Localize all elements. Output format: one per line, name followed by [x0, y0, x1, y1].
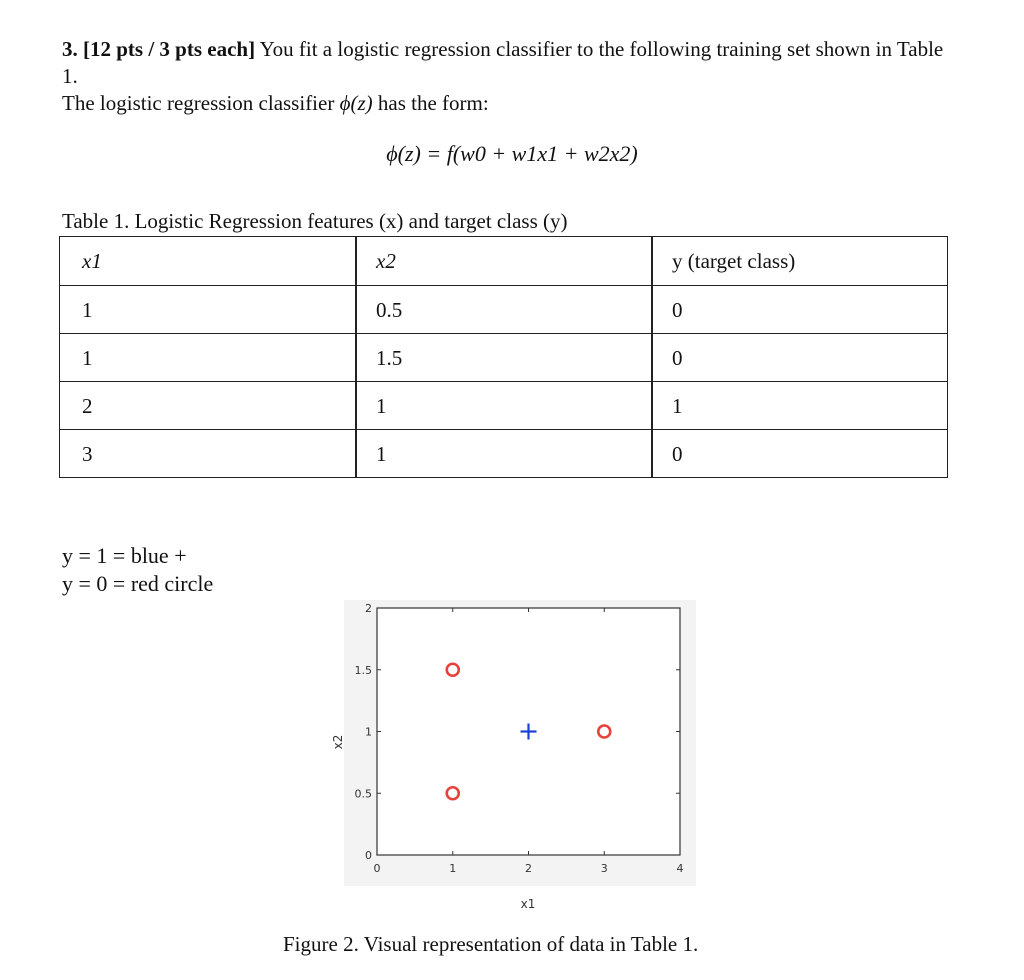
cell-x1: 3: [82, 442, 93, 466]
table-row: [60, 381, 947, 429]
y-tick-label: 0: [365, 849, 372, 862]
table-row: [60, 429, 947, 477]
scatter-plot: [320, 596, 710, 926]
x-tick-label: 3: [600, 862, 608, 875]
question-line2: The logistic regression classifier: [62, 91, 340, 115]
legend: [62, 542, 213, 598]
table-header-row: [60, 237, 947, 285]
header-y: y (target class): [672, 249, 796, 273]
cell-x2: 0.5: [376, 298, 403, 322]
legend-blue-plus: y = 1 = blue +: [62, 543, 187, 568]
y-tick-label: 1.5: [354, 663, 372, 677]
figure-caption: Figure 2. Visual representation of data in Table 1.: [283, 932, 699, 956]
header-x1: x1: [82, 249, 102, 273]
cell-y: 1: [672, 394, 683, 418]
question-points: [12 pts / 3 pts each]: [83, 37, 256, 61]
y-tick-label: 1: [365, 725, 372, 739]
x-axis-label: x1: [520, 897, 536, 911]
cell-y: 0: [672, 442, 683, 466]
cell-x2: 1.5: [376, 346, 403, 370]
logistic-formula: ϕ(z) = f(w0 + w1x1 + w2x2): [386, 141, 638, 166]
table-row: [60, 333, 947, 381]
question-number: 3.: [62, 37, 78, 61]
cell-y: 0: [672, 346, 683, 370]
legend-red-circle: y = 0 = red circle: [62, 571, 214, 596]
cell-x2: 1: [376, 442, 387, 466]
cell-x1: 1: [82, 346, 93, 370]
y-tick-label: 0.5: [354, 787, 372, 801]
y-axis-label: x2: [331, 734, 345, 750]
header-x2: x2: [376, 249, 396, 273]
table-caption: Table 1. Logistic Regression features (x) and target class (y): [62, 209, 568, 233]
question-body: You fit a logistic regression classifier to the following training set shown in Table 1.: [62, 37, 944, 88]
cell-y: 0: [672, 298, 683, 322]
data-table: [59, 236, 948, 478]
y-tick-label: 2: [365, 602, 372, 615]
cell-x2: 1: [376, 394, 387, 418]
x-tick-label: 2: [525, 862, 532, 875]
x-tick-label: 1: [449, 862, 457, 875]
x-tick-label: 4: [676, 862, 684, 875]
question-text: [62, 36, 962, 117]
phi-symbol: ϕ(z): [339, 91, 373, 115]
cell-x1: 2: [82, 394, 93, 418]
x-tick-label: 0: [373, 862, 381, 875]
cell-x1: 1: [82, 298, 93, 322]
question-line2-tail: has the form:: [372, 91, 489, 115]
table-row: [60, 285, 947, 333]
